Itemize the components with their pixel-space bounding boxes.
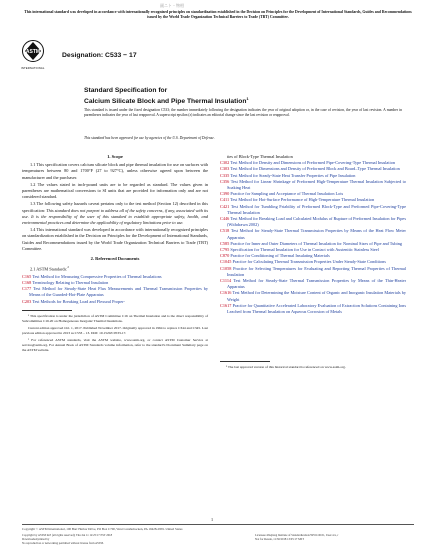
right-column (220, 154, 406, 372)
reference-code[interactable]: C165 (22, 273, 32, 279)
page-number: 1 (211, 517, 214, 522)
footnotes-left (22, 314, 208, 353)
refs-sub: 2.1 ASTM Standards:$^2$ (30, 265, 69, 272)
left-column (22, 154, 208, 355)
logo-word: INTERNATIONAL (21, 66, 45, 70)
title-line-2: Calcium Silicate Block and Pipe Thermal Insulation$^1$ (84, 96, 249, 106)
license-left: Copyright by ASTM Int'l (all rights reserved); Thu Jan 11 12:25:17 EST 2018 Downloaded/printed by No reproduction or networking permitted without license from ASTM. (22, 533, 113, 545)
reference-item[interactable] (220, 290, 406, 302)
left-refs-list (22, 274, 208, 305)
reference-code[interactable]: C1058 (220, 265, 232, 271)
scope-heading: 1. Scope (107, 154, 123, 159)
right-refs-list (220, 160, 406, 315)
reference-code[interactable]: C1045 (220, 259, 232, 265)
reference-item[interactable] (220, 204, 406, 216)
intro-paragraph: This standard is issued under the fixed designation C533; the number immediately following the designation indicates the year of original adoption or, in the case of revision, the year of last revision. A number in parentheses indicates the year of last reapproval. A superscript epsilon (ε) indicates an editorial change since the last revision or reapproval. (84, 108, 402, 117)
reference-code[interactable]: C411 (220, 197, 230, 203)
footnote: ¹ This specification is under the jurisdiction of ASTM Committee C16 on Thermal Insulation and is the direct responsibility of Subcommittee C16.20 on Homogeneous Inorganic Thermal Insulations. (22, 313, 208, 323)
reference-code[interactable]: C446 (220, 216, 230, 222)
approval-note: This standard has been approved for use by agencies of the U.S. Department of Defense. (84, 136, 215, 140)
reference-code[interactable]: C390 (220, 191, 230, 197)
reference-item[interactable] (220, 216, 406, 228)
footnotes-right (220, 365, 406, 370)
reference-item[interactable] (220, 303, 406, 315)
reference-title[interactable]: Test Method for Steady-State Heat Flux Measurements and Thermal Transmission Properties by Means of the Guarded-Hot-Plate Apparatus (29, 286, 208, 298)
reference-title[interactable]: Test Method for Hot-Surface Performance of High-Temperature Thermal Insulation (230, 197, 375, 203)
reference-title[interactable]: Practice for Conditioning of Thermal Insulating Materials (230, 253, 330, 259)
reference-item[interactable] (220, 179, 406, 191)
scope-p4: 1.4 This international standard was developed in accordance with internationally recognized principles on standardization established in the Decision on Principles for the Development of International Standards, Guides and Recommendations issued by the World Trade Organization Technical Barriers to Trade (TBT) Committee. (22, 227, 208, 251)
reference-code[interactable]: C1616 (220, 290, 232, 296)
reference-item[interactable] (22, 299, 208, 305)
designation: Designation: C533 − 17 (62, 52, 137, 59)
ref-continuation: ties of Block-Type Thermal Insulation (227, 154, 293, 159)
reference-title[interactable]: Terminology Relating to Thermal Insulation (32, 280, 109, 286)
footnote: ² For referenced ASTM standards, visit the ASTM website, www.astm.org, or contact ASTM Customer Service at service@astm.org. For Annual Book of ASTM Standards volume information, refer to the standard's Document Summary page on the ASTM website. (22, 337, 208, 352)
reference-title[interactable]: Test Method for Breaking Load and Calculated Modulus of Rupture of Preformed Insulation for Pipes (Withdrawn 2002) (227, 216, 406, 228)
reference-code[interactable]: C303 (220, 166, 230, 172)
reference-title[interactable]: Practice for Inner and Outer Diameters of Thermal Insulation for Nominal Sizes of Pipe and Tubing (230, 240, 403, 246)
reference-item[interactable] (22, 286, 208, 298)
reference-title[interactable]: Practice for Calculating Thermal Transmission Properties Under Steady-State Conditions (232, 259, 386, 265)
footnote-rule-right (220, 361, 270, 362)
reference-title[interactable]: Specification for Thermal Insulation for Use in Contact with Austenitic Stainless Steel (230, 247, 379, 253)
reference-code[interactable]: C168 (22, 280, 32, 286)
reference-code[interactable]: C795 (220, 247, 230, 253)
footer-rule (22, 524, 414, 525)
footnote: ³ The last approved version of this historical standard is referenced on www.astm.org. (226, 365, 346, 370)
reference-title[interactable]: Test Method for Steady-State Thermal Transmission Properties by Means of the Thin-Heater Apparatus (227, 278, 406, 290)
reference-code[interactable]: C302 (220, 160, 230, 166)
reference-code[interactable]: C356 (220, 178, 230, 184)
reference-item[interactable] (220, 278, 406, 290)
footnote-rule (22, 310, 72, 311)
reference-title[interactable]: Test Method for Determining the Moisture Content of Organic and Inorganic Insulation Materials by Weight (227, 290, 407, 302)
reference-title[interactable]: Test Method for Steady-State Thermal Transmission Properties by Means of the Heat Flow Meter Apparatus (227, 228, 406, 240)
reference-title[interactable]: Test Methods for Breaking Load and Flexural Proper- (32, 298, 125, 304)
reference-code[interactable]: C1617 (220, 302, 232, 308)
reference-title[interactable]: Test Method for Density and Dimensions of Preformed Pipe-Covering-Type Thermal Insulation (230, 160, 396, 166)
watermark-stamp: 副ニト・物相 (160, 3, 184, 8)
reference-code[interactable]: C870 (220, 253, 230, 259)
footnote: Current edition approved Oct. 1, 2017. Published November 2017. Originally approved in 1964 to replace C344 and C345. Last previous edition approved in 2013 as C533 – 13. DOI: 10.1520/C0533-17. (22, 325, 208, 335)
reference-title[interactable]: Test Method for Linear Shrinkage of Preformed High-Temperature Thermal Insulation Subjected to Soaking Heat (227, 178, 407, 191)
reference-code[interactable]: C421 (220, 203, 230, 209)
reference-title[interactable]: Test Method for Tumbling Friability of Preformed Block-Type and Preformed Pipe-Covering-Type Thermal Insulation (227, 203, 406, 215)
copyright-line: Copyright © ASTM International, 100 Barr Harbor Drive, PO Box C700, West Conshohocken, PA 19428-2959. United States (22, 527, 183, 531)
reference-item[interactable] (220, 266, 406, 278)
astm-logo-icon (22, 39, 44, 65)
reference-code[interactable]: C335 (220, 172, 230, 178)
scope-p1: 1.1 This specification covers calcium silicate block and pipe thermal insulation for use on surfaces with temperatures between 80 and 1700°F (27 to 927°C), unless otherwise agreed upon between the manufacturer and the purchaser. (22, 162, 208, 180)
top-notice: This international standard was developed in accordance with internationally recognized principles on standardization established in the Decision on Principles for the Development of International Standards, Guides and Recommendations issued by the World Trade Organization Technical Barriers to Trade (TBT) Committee. (24, 10, 412, 19)
reference-code[interactable]: C1114 (220, 278, 232, 284)
reference-title[interactable]: Practice for Quantitative Accelerated Laboratory Evaluation of Extraction Solutions Containing Ions Leached from Thermal Insulation on Aqueous Corrosion of Metals (227, 302, 406, 315)
reference-title[interactable]: Practice for Selecting Temperatures for Evaluating and Reporting Thermal Properties of Thermal Insulation (227, 265, 406, 277)
scope-p3: 1.3 The following safety hazards caveat pertains only to the test method (Section 12) described in this specification: This standard does not purport to address all of the safety concerns, if any, associated with its use. It is the responsibility of the user of this standard to establish appropriate safety, health, and environmental practices and determine the applicability of regulatory limitations prior to use. (22, 201, 208, 226)
reference-title[interactable]: Test Method for Dimensions and Density of Preformed Block and Board–Type Thermal Insulation (230, 166, 400, 172)
svg-text:ASTM: ASTM (25, 49, 41, 55)
reference-code[interactable]: C585 (220, 240, 230, 246)
license-right: Licensee=Zhejiang Institute of Standardization/5955110101, User=xx, r Not for Resale, 11/30/2018 13:05:17 MST (255, 533, 339, 541)
scope-p2: 1.2 The values stated in inch-pound units are to be regarded as standard. The values given in parentheses are mathematical conversions to SI units that are provided for information only and are not considered standard. (22, 181, 208, 200)
reference-title[interactable]: Test Method for Measuring Compressive Properties of Thermal Insulations (32, 273, 162, 279)
reference-title[interactable]: Practice for Sampling and Acceptance of Thermal Insulation Lots (230, 191, 344, 197)
reference-title[interactable]: Test Method for Steady-State Heat Transfer Properties of Pipe Insulation (230, 172, 356, 178)
reference-code[interactable]: C177 (22, 286, 32, 292)
title-line-1: Standard Specification for (84, 87, 168, 94)
reference-code[interactable]: C203 (22, 298, 32, 304)
refs-heading: 2. Referenced Documents (90, 256, 140, 262)
reference-code[interactable]: C518 (220, 228, 230, 234)
reference-item[interactable] (220, 228, 406, 240)
